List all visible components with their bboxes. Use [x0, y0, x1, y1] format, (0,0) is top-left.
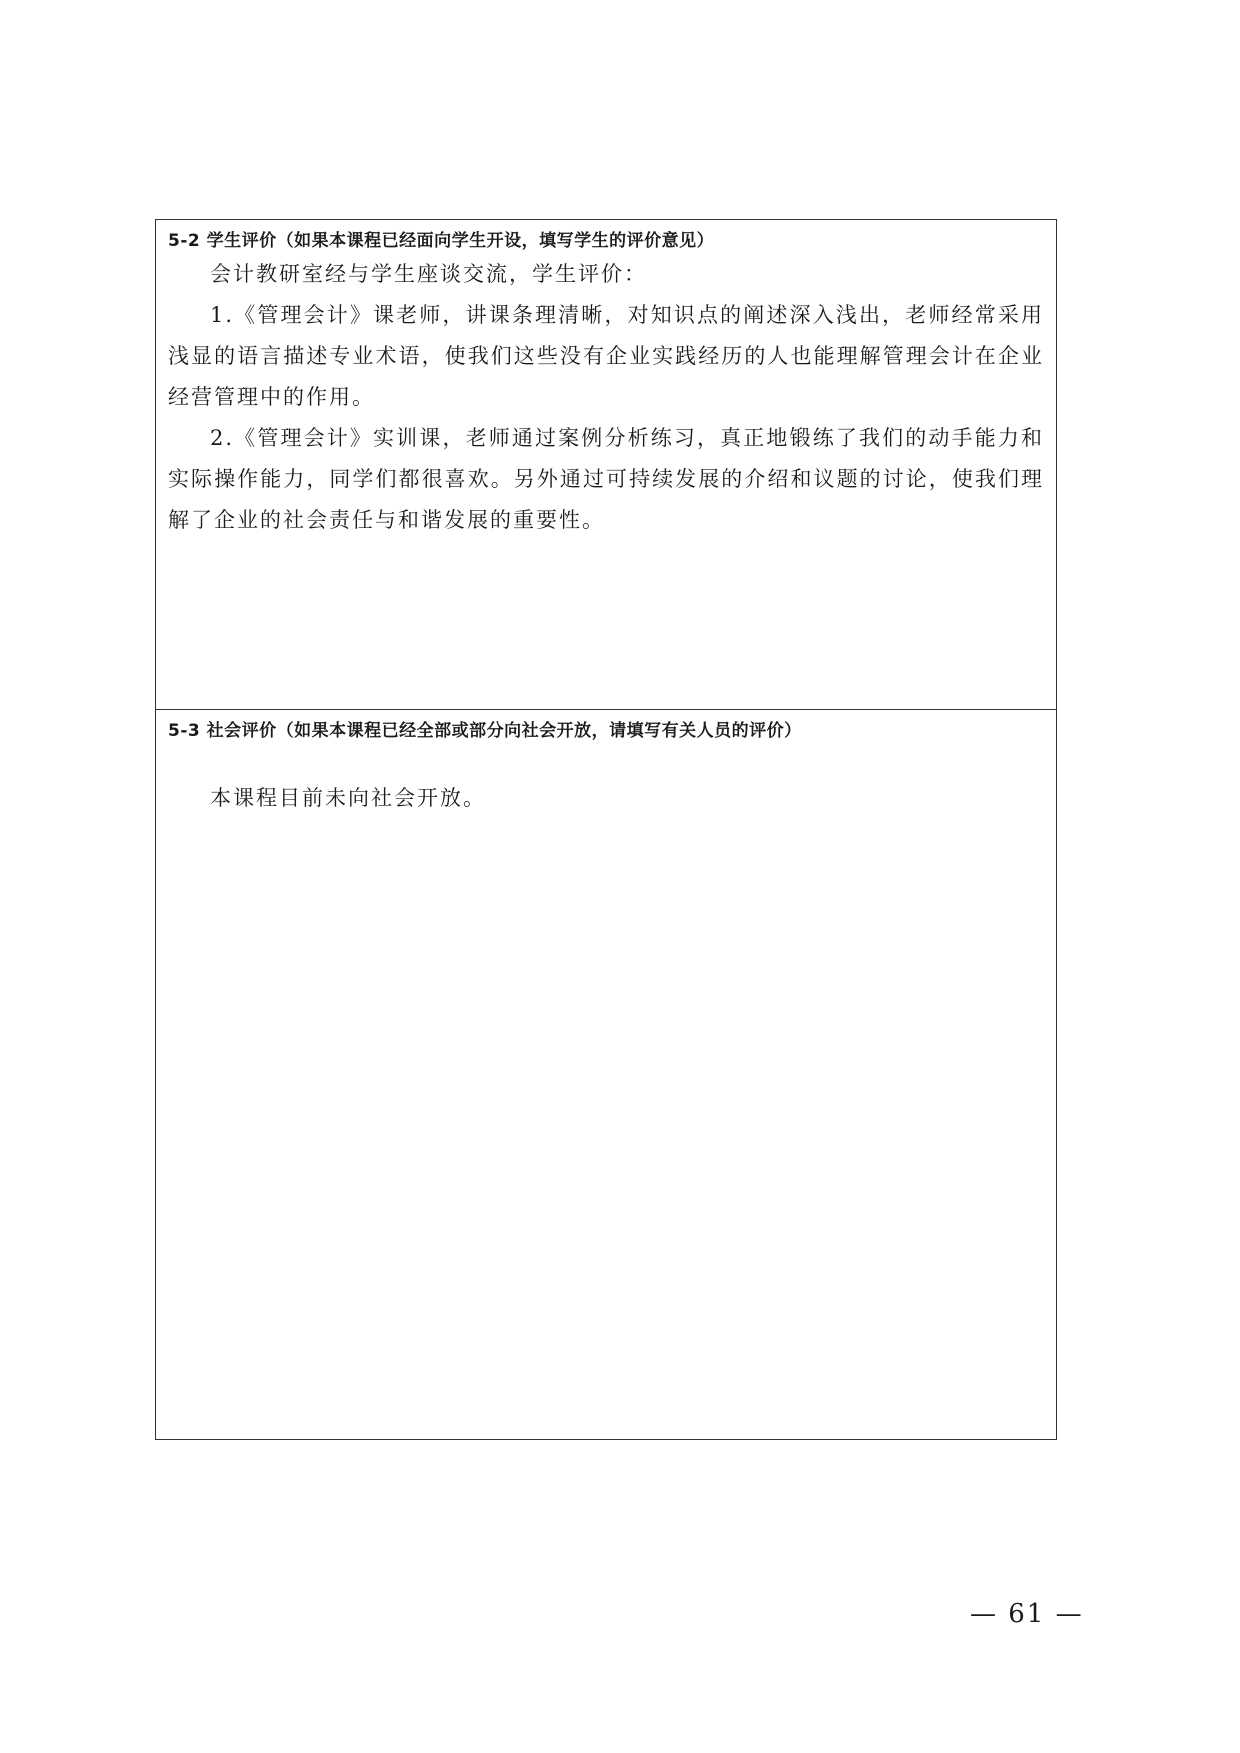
student-evaluation-item-2: 2.《管理会计》实训课，老师通过案例分析练习，真正地锻练了我们的动手能力和实际操作能力，同学们都很喜欢。另外通过可持续发展的介绍和议题的讨论，使我们理解了企业的社会责任与和谐发展的重要性。: [168, 426, 1044, 532]
student-evaluation-section: [156, 220, 1056, 710]
student-evaluation-intro: 会计教研室经与学生座谈交流，学生评价：: [210, 262, 647, 286]
social-evaluation-section: [156, 710, 1056, 1439]
page-number: — 61 —: [970, 1599, 1084, 1629]
social-evaluation-text: 本课程目前未向社会开放。: [210, 786, 486, 810]
social-evaluation-heading: 5-3 社会评价（如果本课程已经全部或部分向社会开放，请填写有关人员的评价）: [168, 721, 802, 741]
student-evaluation-heading: 5-2 学生评价（如果本课程已经面向学生开设，填写学生的评价意见）: [168, 231, 715, 251]
student-evaluation-item-1: 1.《管理会计》课老师，讲课条理清晰，对知识点的阐述深入浅出，老师经常采用浅显的语言描述专业术语，使我们这些没有企业实践经历的人也能理解管理会计在企业经营管理中的作用。: [168, 303, 1044, 409]
evaluation-form-table: [155, 219, 1057, 1440]
